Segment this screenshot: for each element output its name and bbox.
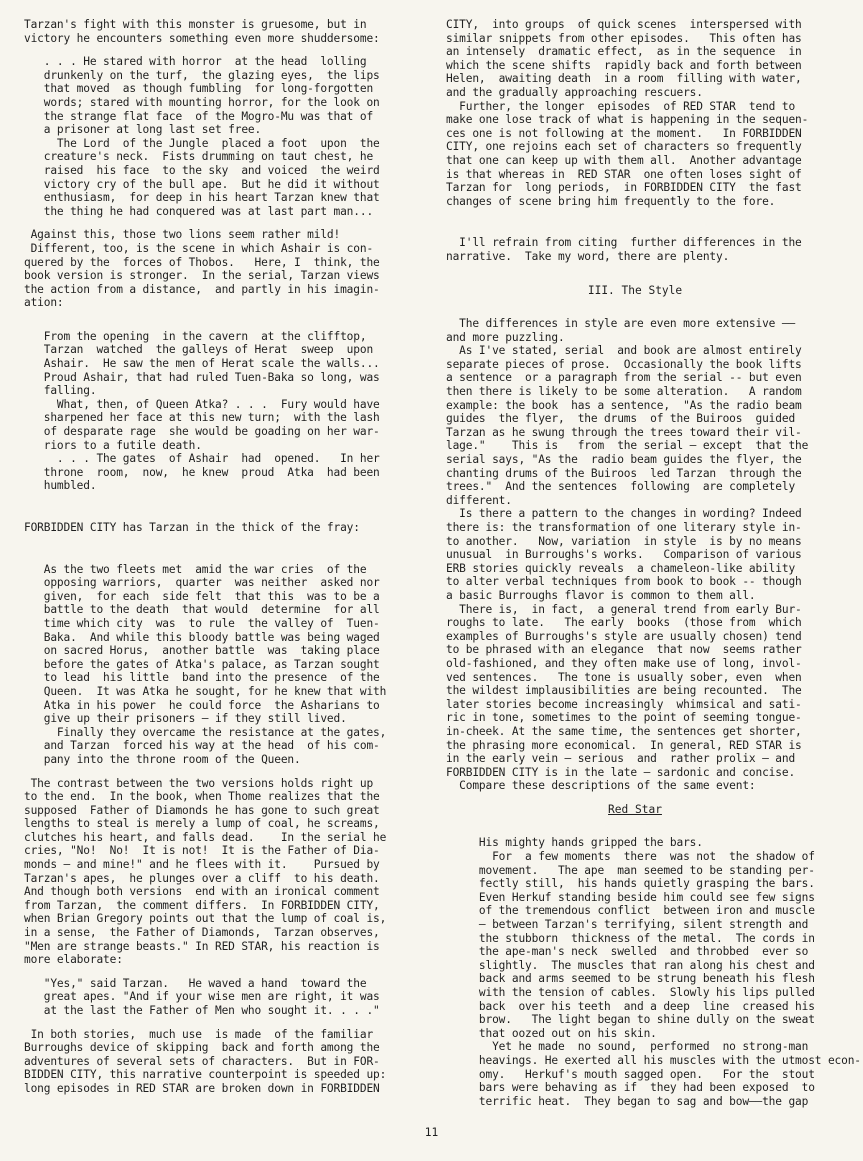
page-number: 11 [424, 1126, 439, 1139]
quote-mighty-hands: His mighty hands gripped the bars. For a few moments there was not the shadow of movement. The ape man seemed to be standing per- fectly still, his hands quietly grasping the bars. Even Herkuf standing beside him could see few signs of the tremendous conflict between iron and muscle — between Tarzan's terrifying, silent strength and the stubborn thickness of the metal. The cords in the ape-man's neck swelled and throbbed ever so slightly. The muscles that ran along his chest and back and arms seemed to be strung beneath his flesh with the tension of cables. Slowly his lips pulled back over his teeth and a deep line creased his brow. The light began to shine dully on the sweat that oozed out on his skin. Yet he made no sound, performed no strong-man heavings. He exerted all his muscles with the utmost econ- omy. Herkuf's mouth sagged open. For the stout bars were behaving as if they had been exposed to terrific heat. They began to sag and bow——the gap [478, 836, 861, 1108]
paragraph-quick-scenes: CITY, into groups of quick scenes interspersed with similar snippets from other episodes. This often has an intensely dramatic effect, as in the sequence in which the scene shifts rapidly back and forth between Helen, awaiting death in a room filling with water, and the gradually approaching rescuers. Further, the longer episodes of RED STAR tend to make one lose track of what is happening in the sequen- ces one is not following at the moment. In FORBIDDEN CITY, one rejoins each set of characters so frequently that one can keep up with them all. Another advantage is that whereas in RED STAR one often loses sight of Tarzan for long periods, in FORBIDDEN CITY the fast changes of scene bring him frequently to the fore. [446, 18, 809, 208]
quote-father-of-men: "Yes," said Tarzan. He waved a hand toward the great apes. "And if your wise men are right, it was at the last the Father of Men who sought it. . . ." [43, 976, 380, 1017]
quote-herat-galleys: From the opening in the cavern at the clifftop, Tarzan watched the galleys of Herat sweep upon Ashair. He saw the men of Herat scale the walls... Proud Ashair, that had ruled Tuen-Baka so long, was falling. What, then, of Queen Atka? . . . Fury would have sharpened her face at this new turn; with the lash of desparate rage she would be goading on her war- riors to a futile death. . . . The gates of Ashair had opened. In her throne room, now, he knew proud Atka had been humbled. [43, 329, 380, 493]
paragraph-narrative-counterpoint: In both stories, much use is made of the familiar Burroughs device of skipping back and forth among the adventures of several sets of characters. But in FOR- BIDDEN CITY, this narrative counterpoint is speeded up: long episodes in RED STAR are broken down in FORBIDDEN [24, 1027, 387, 1095]
sub-heading-red-star: Red Star [608, 802, 662, 816]
paragraph-fight-intro: Tarzan's fight with this monster is gruesome, but in victory he encounters something even more shuddersome: [24, 18, 380, 45]
paragraph-style-differences: The differences in style are even more extensive —— and more puzzling. As I've stated, serial and book are almost entirely separate pieces of prose. Occasionally the book lifts a sentence or a paragraph from the serial -- but even then there is likely to be some alteration. A random example: the book has a sentence, "As the radio beam guides the flyer, the drums of the Buiroos guided Tarzan as he swung through the trees toward their vil- lage." This is from the serial — except that the serial says, "As the radio beam guides the flyer, the chanting drums of the Buiroos led Tarzan through the trees." And the sentences following are completely different. Is there a pattern to the changes in wording? Indeed there is: the transformation of one literary style in- to another. Now, variation in style is by no means unusual in Burroughs's works. Comparison of various ERB stories quickly reveals a chameleon-like ability to alter verbal techniques from book to book -- though a basic Burroughs flavor is common to them all. There is, in fact, a general trend from early Bur- roughs to late. The early books (those from which examples of Burroughs's style are usually chosen) tend to be phrased with an elegance that now seems rather old-fashioned, and they often make use of long, invol- ved sentences. The tone is usually sober, even when the wildest implausibilities are being recounted. The later stories become increasingly whimsical and sati- ric in tone, sometimes to the point of seeming tongue- in-cheek. At the same time, the sentences get shorter, the phrasing more economical. In general, RED STAR is in the early vein — serious and rather prolix — and FORBIDDEN CITY is in the late — sardonic and concise. Compare these descriptions of the same event: [446, 317, 809, 793]
right-column [446, 18, 861, 1108]
quote-mogro-mu: . . . He stared with horror at the head lolling drunkenly on the turf, the glazing eyes, the lips that moved as though fumbling for long-forgotten words; stared with mounting horror, for the look on the strange flat face of the Mogro-Mu was that of a prisoner at long last set free. The Lord of the Jungle placed a foot upon the creature's neck. Fists drumming on taut chest, he raised his face to the sky and voiced the weird victory cry of the bull ape. But he did it without enthusiasm, for deep in his heart Tarzan knew that the thing he had conquered was at last part man... [43, 55, 380, 218]
paragraph-ashair-conquest: Against this, those two lions seem rather mild! Different, too, is the scene in which Ashair is con- quered by the forces of Thobos. Here, I think, the book version is stronger. In the serial, Tarzan views the action from a distance, and partly in his imagin- ation: [24, 228, 380, 310]
left-column [24, 18, 402, 1096]
quote-two-fleets: As the two fleets met amid the war cries of the opposing warriors, quarter was neither asked nor given, for each side felt that this was to be a battle to the death that would determine for all time which city was to rule the valley of Tuen- Baka. And while this bloody battle was being waged on sacred Horus, another battle was taking place before the gates of Atka's palace, as Tarzan sought to lead his little band into the presence of the Queen. It was Atka he sought, for he knew that with Atka in his power he could force the Asharians to give up their prisoners — if they still lived. Finally they overcame the resistance at the gates, and Tarzan forced his way at the head of his com- pany into the throne room of the Queen. [43, 562, 387, 766]
paragraph-forbidden-city-fray: FORBIDDEN CITY has Tarzan in the thick of the fray: [24, 521, 360, 534]
paragraph-contrast-ending: The contrast between the two versions holds right up to the end. In the book, when Thome realizes that the supposed Father of Diamonds he has gone to such great lengths to steal is merely a lump of coal, he screams, clutches his heart, and falls dead. In the serial he cries, "No! No! It is not! It is the Father of Dia- monds — and mine!" and he flees with it. Pursued by Tarzan's apes, he plunges over a cliff to his death. And though both versions end with an ironical comment from Tarzan, the comment differs. In FORBIDDEN CITY, when Brian Gregory points out that the lump of coal is, in a sense, the Father of Diamonds, Tarzan observes, "Men are strange beasts." In RED STAR, his reaction is more elaborate: [24, 776, 387, 967]
section-heading-style: III. The Style [587, 283, 683, 297]
paragraph-refrain: I'll refrain from citing further differences in the narrative. Take my word, there are plenty. [446, 236, 802, 263]
